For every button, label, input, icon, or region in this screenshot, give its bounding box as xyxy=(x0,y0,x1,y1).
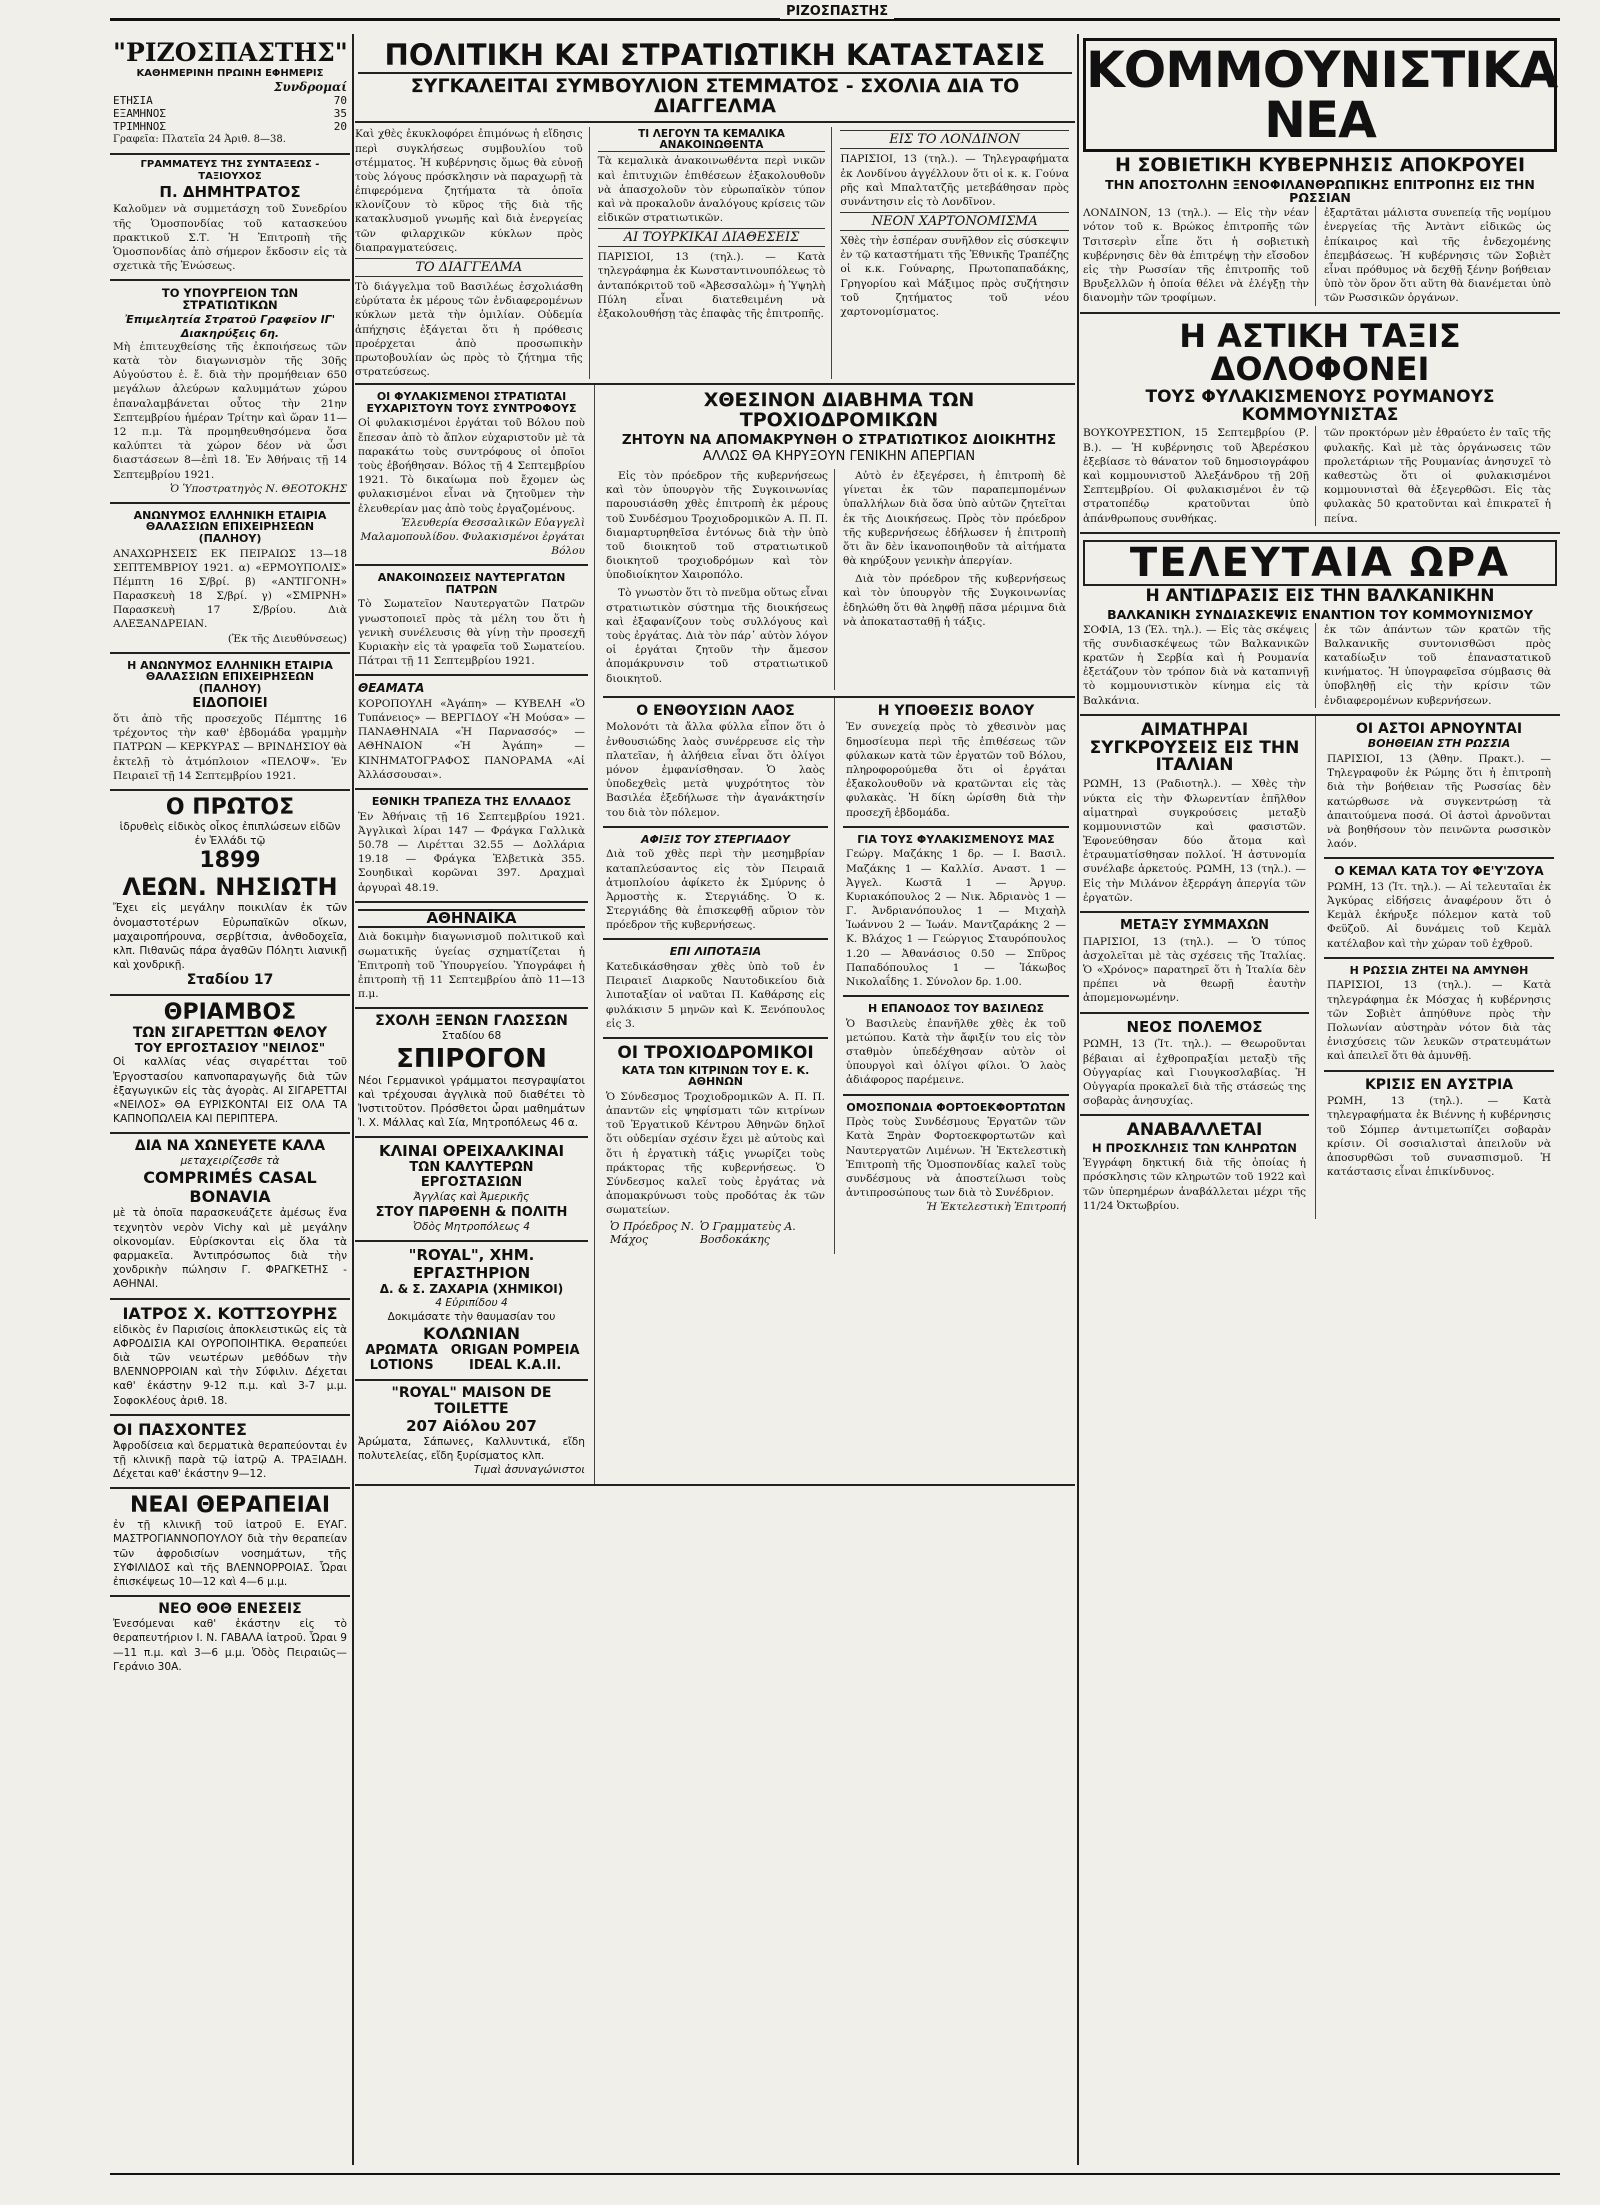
paper-title: "ΡΙΖΟΣΠΑΣΤΗΣ" xyxy=(113,38,348,67)
desertion-article: ΕΠΙ ΛΙΠΟΤΑΞΙΑ Κατεδικάσθησαν χθὲς ὑπὸ τοῦ ἐν Πειραιεῖ Διαρκοῦς Ναυτοδικείου διὰ λιποταξίαν οἱ ναῦται Π. Καθάρσης εἰς φυλάκισιν 5 μηνῶν καὶ Κ. Ξενόπουλος εἰς 3. xyxy=(603,940,828,1038)
citizens-article: ΟΙ ΑΣΤΟΙ ΑΡΝΟΥΝΤΑΙ ΒΟΗΘΕΙΑΝ ΣΤΗ ΡΩΣΣΙΑ ΠΑΡΙΣΙΟΙ, 13 (Ἀθην. Πρακτ.). — Τηλεγραφοῦν ἐκ Ρώμης ὅτι ἡ ἐπιτροπὴ διὰ τὴν βοήθειαν τῆς Ρωσσίας δὲν κατώρθωσε νὰ συγκεντρώσῃ τὰ ἀπαιτούμενα ποσά. Οἱ ἀστοὶ ἀρνοῦνται νὰ βοηθήσουν τὸν πεινῶντα ρωσσικὸν λαόν. xyxy=(1324,716,1554,860)
communist-news: ΚΟΜΜΟΥΝΙΣΤΙΚΑ ΝΕΑ Η ΣΟΒΙΕΤΙΚΗ ΚΥΒΕΡΝΗΣΙΣ ΑΠΟΚΡΟΥΕΙ ΤΗΝ ΑΠΟΣΤΟΛΗΝ ΞΕΝΟΦΙΛΑΝΘΡΩΠΙΚΗΣ ΕΠΙΤΡΟΠΗΣ ΕΙΣ ΤΗΝ ΡΩΣΣΙΑΝ ΛΟΝΔΙΝΟΝ, 13 (τηλ.). — Εἰς τὴν νέαν νότον τοῦ κ. Βρώκος ἐπιτροπῆς τῶν Τσιτσερὶν εἶπε ὅτι ἡ σοβιετικὴ κυβέρνησις δὲν θὰ ἐπιτρέψῃ τὴν εἴσοδον εἰς τὴν Ρωσσίαν τῆς ἐπιτροπῆς τοῦ Βρυξελλῶν ἡ ὁποία θέλει νὰ ἐλέγξῃ τὴν διανομὴν τῶν τροφίμων. ἐξαρτᾶται μάλιστα συνεπείᾳ τῆς νομίμου ἐνεργείας τῆς Ἀντὰντ εἰδικῶς ὠς ἐπίκαιρος καὶ τῆς ἐνδεχομένης ἐπεμβάσεως. Ἡ κυβέρνησις τῶν Σοβιὲτ εἶναι πρόθυμος νὰ δεχθῇ ξένην βοήθειαν ὑπὸ τὸν ὅρον ὅτι αὕτη θὰ διανέμεται ὑπὸ τῶν Ρωσσικῶν ὀργάνων. xyxy=(1080,34,1560,314)
masthead-tag: ΡΙΖΟΣΠΑΣΤΗΣ xyxy=(780,4,894,19)
ad-royal: "ROYAL", ΧΗΜ. ΕΡΓΑΣΤΗΡΙΟΝ Δ. & Σ. ΖΑΧΑΡΙΑ (ΧΗΜΙΚΟΙ) 4 Εὐριπίδου 4 Δοκιμάσατε τὴν θαυμασίαν του ΚΟΛΩΝΙΑΝ ΑΡΩΜΑΤΑ LOTIONS ORIGAN POMPEIA IDEAL K.A.II. xyxy=(355,1242,588,1381)
ad-injections: ΝΕΟ ΘΟΘ ΕΝΕΣΕΙΣ Ἐνεσόμεναι καθ' ἑκάστην εἰς τὸ θεραπευτήριον Ι. Ν. ΓΑΒΑΛΑ ἰατροῦ. Ὧραι 9—11 π.μ. καὶ 3—6 μ.μ. Ὁδὸς Πειραιῶς—Γεράνιο 30Α. xyxy=(113,1601,347,1673)
column-divider xyxy=(1077,34,1079,2165)
ad-nisioti: Ο ΠΡΩΤΟΣ ἱδρυθεὶς εἰδικὸς οἶκος ἐπιπλώσεων εἰδῶν ἐν Ἑλλάδι τῷ 1899 ΛΕΩΝ. ΝΗΣΙΩΤΗ Ἔχει εἰς μεγάλην ποικιλίαν ἐκ τῶν ὀνομαστοτέρων Εὐρωπαϊκῶν οἴκων, μαχαιροπήρουνα, σερβίτσια, ἀνθοδοχεῖα, κλπ. Πιθανῶς πάρα ἀγαθῶν Πόλητι λιανικῇ καὶ χονδρικῇ. Σταδίου 17 xyxy=(110,791,350,996)
communist-news-headline: ΚΟΜΜΟΥΝΙΣΤΙΚΑ ΝΕΑ xyxy=(1083,38,1557,152)
king-article: Η ΕΠΑΝΟΔΟΣ ΤΟΥ ΒΑΣΙΛΕΩΣ Ὁ Βασιλεὺς ἐπανῆλθε χθὲς ἐκ τοῦ μετώπου. Κατὰ τὴν ἄφιξίν του εἰς τὸν σταθμὸν ὑπεδέχθησαν αὐτὸν οἱ ὑπουργοὶ καὶ ὀλίγοι φίλοι. Ὁ λαὸς ἀδιάφορος παρέμεινε. xyxy=(843,997,1069,1095)
subs-row: ΤΡΙΜΗΝΟΣ 20 xyxy=(113,120,347,134)
postpone-article: ΑΝΑΒΑΛΛΕΤΑΙ Η ΠΡΟΣΚΛΗΣΙΣ ΤΩΝ ΚΛΗΡΩΤΩΝ Ἐγγράφη δηκτική διὰ τῆς ὁποίας ἡ πρόσκλησις τῶν κληρωτῶν τοῦ 1922 καὶ τῶν ὑπερημέρων ἀναβάλλεται μέχρι τῆς 11/24 Ὀκτωβρίου. xyxy=(1083,1120,1306,1212)
allies-article: ΜΕΤΑΞΥ ΣΥΜΜΑΧΩΝ ΠΑΡΙΣΙΟΙ, 13 (τηλ.). — Ὁ τύπος ἀσχολεῖται μὲ τὰς σχέσεις τῆς Ἰταλίας. Ὁ «Χρόνος» παρατηρεῖ ὅτι ἡ Ἰταλία δὲν πρέπει νὰ θεωρῇ ἑαυτὴν ἀπομεμονωμένην. xyxy=(1080,913,1309,1014)
austria-article: ΚΡΙΣΙΣ ΕΝ ΑΥΣΤΡΙΑ ΡΩΜΗ, 13 (τηλ.). — Κατὰ τηλεγραφήματα ἐκ Βιέννης ἡ κυβέρνησις τοῦ Σόμπερ ἀντιμετωπίζει σοβαρὰν κρίσιν. Οἱ σοσιαλισταὶ ἀπειλοῦν νὰ ἀποσυρθῶσι τοῦ συνασπισμοῦ. Ἡ κατάστασις εἶναι ἐπικίνδυνος. xyxy=(1327,1076,1551,1179)
ad-school: ΣΧΟΛΗ ΞΕΝΩΝ ΓΛΩΣΣΩΝ Σταδίου 68 ΣΠΙΡΟΓΟΝ Νέοι Γερμανικοὶ γράμματοι πεσγραψίατοι καὶ τρέχουσαι ἀγγλικὰ ποῦ διαθέτει τὸ Ἰνστιτοῦτον. Πρόσθετοι ὧραι μαθημάτων Ἰ. Χ. Μάλλας καὶ Σία, Μητροπόλεως 46 α. xyxy=(355,1009,588,1138)
crowd-article: Ο ΕΝΘΟΥΣΙΩΝ ΛΑΟΣ Μολονότι τὰ ἄλλα φύλλα εἶπον ὅτι ὁ ἐνθουσιώδης λαὸς συνέρρευσε εἰς τὴν πλατεῖαν, ἡ ἀλήθεια εἶναι ὅτι ὁλίγοι μόνον ἐμφανίσθησαν. Ὁ λαὸς ὑποδεχθεὶς μετὰ ψυχρότητος τὸν Βασιλέα ἐξεδήλωσε τὴν ἀγανάκτησίν του διὰ τὸν πόλεμον. xyxy=(603,698,828,828)
main-article-columns: Καὶ χθὲς ἐκυκλοφόρει ἐπιμόνως ἡ εἴδησις περὶ συγκλήσεως συμβουλίου τοῦ στέμματος. Ἡ κυβέρνησις ὅμως θὰ εὑνοῇ τοὺς λόγους πρόσκλησιν νὰ παραχωρῇ τὰ ἐπιφερόμενα ζητήματα τὰ ὁποῖα κλονίζουν τὸ κῦρος τῆς διὰ τῆς κατακλυσμοῦ γνωμῆς καὶ διὰ ἐνεργείας τῶν φιλαρχικῶν κύκλων πρὸς διαπραγματεύσεις. ΤΟ ΔΙΑΓΓΕΛΜΑ Τὸ διάγγελμα τοῦ Βασιλέως ἐσχολιάσθη εὐρύτατα ἐκ μέρους τῶν ἐνδιαφερομένων κύκλων μετὰ τὴν ὁμιλίαν. Οὐδεμία ἀπήχησις ἐξάγεται ὅτι ἡ πρόθεσις προέρχεται ἀπὸ προσωπικὴν πρωτοβουλίαν ὡς πρὸς τὸ ζήτημα τῆς στρατεύσεως. ΤΙ ΛΕΓΟΥΝ ΤΑ ΚΕΜΑΛΙΚΑ ΑΝΑΚΟΙΝΩΘΕΝΤΑ Τὰ κεμαλικὰ ἀνακοινωθέντα περὶ νικῶν καὶ ἐπιτυχιῶν ἐπιθέσεων ἐξακολουθοῦν νὰ ἀπασχολοῦν τὸν εὐρωπαϊκὸν τύπον καὶ νὰ προκαλοῦν ἀναλόγους κρίσεις τῶν εἰδικῶν στρατιωτικῶν. ΑΙ ΤΟΥΡΚΙΚΑΙ ΔΙΑΘΕΣΕΙΣ ΠΑΡΙΣΙΟΙ, 13 (τηλ.). — Κατὰ τηλεγράφημα ἐκ Κωνσταντινουπόλεως τὸ ἀνταπόκριτοῦ τοῦ «Ἀβεσσαλὼμ» ἡ Ὑψηλὴ Πύλη εἶναι διατεθειμένη νὰ ἐξακολουθήσῃ τὰς ἐπαφὰς τῆς ἐπιτροπῆς. ΕΙΣ ΤΟ ΛΟΝΔΙΝΟΝ ΠΑΡΙΣΙΟΙ, 13 (τηλ.). — Τηλεγραφήματα ἐκ Λονδίνου ἀγγέλλουν ὅτι οἱ κ. κ. Γούνα ρῆς καὶ Μπαλτατζῆς μετεβάθησαν πρὸς συνάντησιν εἰς τὸ Λονδῖνον. ΝΕΟΝ ΧΑΡΤΟΝΟΜΙΣΜΑ Χθὲς τὴν ἑσπέραν συνῆλθον εἰς σύσκεψιν ἐν τῷ καταστήματι τῆς Ἐθνικῆς Τραπέζης οἱ κ.κ. Γούναρης, Πρωτοπαπαδάκης, Γρηγορίου καὶ Μάξιμος πρὸς συζήτησιν τοῦ ζητήματος τοῦ νέου χαρτονομίσματος. xyxy=(355,123,1075,385)
sailors-notice: ΑΝΑΚΟΙΝΩΣΕΙΣ ΝΑΥΤΕΡΓΑΤΩΝ ΠΑΤΡΩΝ Τὸ Σωματεῖον Ναυτεργατῶν Πατρῶν γνωστοποιεῖ πρὸς τὰ μέλη του ὅτι ἡ γενικὴ συνέλευσις θὰ γίνῃ τὴν προσεχῆ Κυριακὴν εἰς τὰ γραφεῖα τοῦ Σωματείου. Πάτραι τῇ 11 Σεπτεμβρίου 1921. xyxy=(355,566,588,676)
ad-sufferers: ΟΙ ΠΑΣΧΟΝΤΕΣ Ἀφροδίσεια καὶ δερματικὰ θεραπεύονται ἐν τῇ κλινικῇ παρὰ τῷ ἰατρῷ Α. ΤΡΑΞΙΑΔΗ. Δέχεται καθ' ἑκάστην 9—12. xyxy=(110,1416,350,1490)
ad-doctor: ΙΑΤΡΟΣ Χ. ΚΟΤΤΣΟΥΡΗΣ εἰδικὸς ἐν Παρισίοις ἀποκλειστικῶς εἰς τὰ ΑΦΡΟΔΙΣΙΑ ΚΑΙ ΟΥΡΟΠΟΙΗΤΙΚΑ. Θεραπεύει διὰ τῶν νεωτέρων μεθόδων τὴν ΒΛΕΝΝΟΡΡΟΙΑΝ καὶ τὴν Σύφιλιν. Δέχεται καθ' ἑκάστην 9-12 π.μ. καὶ 3-7 μ.μ. Σοφοκλέους ἀριθ. 18. xyxy=(110,1300,350,1416)
main-headline: ΠΟΛΙΤΙΚΗ ΚΑΙ ΣΤΡΑΤΙΩΤΙΚΗ ΚΑΤΑΣΤΑΣΙΣ xyxy=(384,38,1046,72)
bank-rates: ΕΘΝΙΚΗ ΤΡΑΠΕΖΑ ΤΗΣ ΕΛΛΑΔΟΣ Ἐν Ἀθήναις τῇ 16 Σεπτεμβρίου 1921. Ἀγγλικαὶ λίραι 147 — Φράγκα Γαλλικὰ 50.78 — Λιρέτται 32.55 — Δολλάρια 19.18 — Φράγκα Ἑλβετικὰ 355. Σουηδικαὶ κορῶναι 397. Δραχμαὶ ἀργυραὶ 48.19. xyxy=(355,790,588,903)
kemal-article: Ο ΚΕΜΑΛ ΚΑΤΑ ΤΟΥ ΦΕ'Υ'ΖΟΥΑ ΡΩΜΗ, 13 (Ἰτ. τηλ.). — Αἱ τελευταῖαι ἐκ Ἀγκύρας εἰδήσεις ἀναφέρουν ὅτι ὁ Κεμὰλ ἐκήρυξε πόλεμον κατὰ τοῦ Φεϋζοῦ. Αἱ δυνάμεις τοῦ Κεμὰλ κατέλαβον καὶ τὴν χώραν τοῦ ἐχθροῦ. xyxy=(1324,859,1554,959)
column-left xyxy=(110,34,350,2165)
column-center xyxy=(355,34,1075,2165)
ad-comprimes: ΔΙΑ ΝΑ ΧΩΝΕΥΕΤΕ ΚΑΛΑ μεταχειρίζεσθε τὰ COMPRIMÉS CASAL BONAVIA μὲ τὰ ὁποῖα παρασκευάζετε ἀμέσως ἕνα τεχνητὸν νερὸν Vichy καὶ μὲ μεγάλην οἰκονομίαν. Εὑρίσκονται εἰς ὅλα τὰ φαρμακεῖα. Ἀντιπρόσωπος διὰ τὴν χονδρικὴν πώλησιν Γ. ΦΡΑΓΚΕΤΗΣ - ΑΘΗΝΑΙ. xyxy=(110,1134,350,1299)
paper-info xyxy=(110,34,350,155)
main-article xyxy=(355,34,1075,123)
ad-beds: ΚΛΙΝΑΙ ΟΡΕΙΧΑΛΚΙΝΑΙ ΤΩΝ ΚΑΛΥΤΕΡΩΝ ΕΡΓΟΣΤΑΣΙΩΝ Ἀγγλίας καὶ Ἀμερικῆς ΣΤΟΥ ΠΑΡΘΕΝΗ & ΠΟΛΙΤΗ Ὁδὸς Μητροπόλεως 4 xyxy=(355,1138,588,1241)
tram-workers-article: ΟΙ ΤΡΟΧΙΟΔΡΟΜΙΚΟΙ ΚΑΤΑ ΤΩΝ ΚΙΤΡΙΝΩΝ ΤΟΥ Ε. Κ. ΑΘΗΝΩΝ Ὁ Σύνδεσμος Τροχιοδρομικῶν Α. Π. Π. ἀπαντῶν εἰς ψηφίσματι τῶν κιτρίνων τοῦ Ἐργατικοῦ Κέντρου Ἀθηνῶν δηλοῖ ὅτι οὐδεμίαν σχέσιν ἔχει μὲ αὐτοὺς καὶ ὅτι ἡ ἐργατικὴ τάξις γνωρίζει τοὺς πράκτορας τῆς κυβερνήσεως. Ὁ Σύνδεσμος καλεῖ τοὺς ἐργάτας νὰ ἀπομακρύνωσι τοὺς προδότας ἐκ τῶν σωματείων. Ὁ Πρόεδρος Ν. Μάχος Ὁ Γραμματεὺς Α. Βοσδοκάκης xyxy=(606,1042,825,1246)
ad-royal-toilette: "ROYAL" MAISON DE TOILETTE 207 Αἰόλου 207 Ἀρώματα, Σάπωνες, Καλλυντικά, εἴδη πολυτελείας, εἴδη ξυρίσματος κλπ. Τιμαὶ ἀσυναγώνιστοι xyxy=(358,1385,585,1477)
romania-article: Η ΑΣΤΙΚΗ ΤΑΞΙΣ ΔΟΛΟΦΟΝΕΙ ΤΟΥΣ ΦΥΛΑΚΙΣΜΕΝΟΥΣ ΡΟΥΜΑΝΟΥΣ ΚΟΜΜΟΥΝΙΣΤΑΣ ΒΟΥΚΟΥΡΕΣΤΙΟΝ, 15 Σεπτεμβρίου (Ρ. Β.). — Ἡ κυβέρνησις τοῦ Ἀβερέσκου ἐξεβίασε τὸ θάνατον τοῦ δημοσιογράφου καὶ κομμουνιστοῦ Ἀλεξάνδρου τῇ 20ῇ Σεπτεμβρίου. Οἱ φυλακισμένοι ἐν τῷ στρατοπέδῳ κρατοῦνται ὑπὸ ἀπάνθρωπους συνθήκας. τῶν προκτόρων μὲν ἐθραύετο ἐν ταῖς τῆς φυλακῆς. Καὶ μὲ τὰς ὀργάνωσεις τῶν προλετάριων τῆς Ρουμανίας ἀνησυχεῖ τὸ καθεστὼς ὅτι οἱ φυλακισμένοι κομμουνισταὶ θὰ ἐξεγερθῶσι. Εἰς τὰς φυλακὰς 50 κρατοῦνται καὶ ἐπικρατεῖ ἡ πείνα. xyxy=(1080,314,1560,534)
italy-article: ΑΙΜΑΤΗΡΑΙ ΣΥΓΚΡΟΥΣΕΙΣ ΕΙΣ ΤΗΝ ΙΤΑΛΙΑΝ ΡΩΜΗ, 13 (Ραδιοτηλ.). — Χθὲς τὴν νύκτα εἰς τὴν Φλωρεντίαν ἐπῆλθον αἱματηραὶ συγκρούσεις μεταξὺ κομμουνιστῶν καὶ φασιστῶν. Ἐφονεύθησαν δύο ἄτομα καὶ ἐτραυματίσθησαν πολλοί. Ἡ ἀστυνομία συνέλαβε ἀρκετούς. ΡΩΜΗ, 13 (τηλ.). — Εἰς τὴν Μιλάνον ἐξερράγη ἀπεργία τῶν ἐργατῶν. xyxy=(1080,716,1309,913)
right-lower-columns xyxy=(1080,716,1560,1219)
column-divider xyxy=(352,34,354,2165)
shipping-notice-2: Η ΑΝΩΝΥΜΟΣ ΕΛΛΗΝΙΚΗ ΕΤΑΙΡΙΑ ΘΑΛΑΣΣΙΩΝ ΕΠΙΧΕΙΡΗΣΕΩΝ (ΠΑΛΗΟΥ) ΕΙΔΟΠΟΙΕΙ ὅτι ἀπὸ τῆς προσεχοῦς Πέμπτης 16 τρέχοντος τὴν καθ' ἑβδομάδα γραμμὴν ΠΑΤΡΩΝ — ΚΕΡΚΥΡΑΣ — ΒΡΙΝΔΗΣΙΟΥ θὰ ἐκτελῇ τὸ ἀτμόπλοιον «ΠΕΛΟΨ». Ἐν Πειραιεῖ τῇ 14 Σεπτεμβρίου 1921. xyxy=(110,654,350,791)
shipping-notice: ΑΝΩΝΥΜΟΣ ΕΛΛΗΝΙΚΗ ΕΤΑΙΡΙΑ ΘΑΛΑΣΣΙΩΝ ΕΠΙΧΕΙΡΗΣΕΩΝ (ΠΑΛΗΟΥ) ΑΝΑΧΩΡΗΣΕΙΣ ΕΚ ΠΕΙΡΑΙΩΣ 13—18 ΣΕΠΤΕΜΒΡΙΟΥ 1921. α) «ΕΡΜΟΥΠΟΛΙΣ» Πέμπτη 16 Σ/βρί. β) «ΑΝΤΙΓΟΝΗ» Παρασκευὴ 18 Σ/βρί. γ) «ΣΜΙΡΝΗ» Παρασκευὴ 17 Σ/βρίου. Διὰ ΑΛΕΞΑΝΔΡΕΙΑΝ. (Ἐκ τῆς Διευθύνσεως) xyxy=(110,504,350,654)
arrival-article: ΑΦΙΞΙΣ ΤΟΥ ΣΤΕΡΓΙΑΔΟΥ Διὰ τοῦ χθὲς περὶ τὴν μεσημβρίαν καταπλεύσαντος εἰς τὸν Πειραιᾶ ἀτμοπλοίου ἀφίκετο ἐκ Σμύρνης ὁ Ἀρμοστὴς κ. Στεργιάδης. Ὁ κ. Στεργιάδης θὰ ἐπισκεφθῇ αὔριον τὸν πρόεδρον τῆς κυβερνήσεως. xyxy=(603,828,828,941)
bottom-rule xyxy=(110,2173,1560,2175)
secretary-name: Π. ΔΗΜΗΤΡΑΤΟΣ xyxy=(159,182,301,201)
center-mid-section xyxy=(355,385,1075,1485)
athens-news: ΑΘΗΝΑΪΚΑ Διὰ δοκιμὴν διαγωνισμοῦ πολιτικοῦ καὶ σωματικῆς ὑγείας σχηματίζεται ἡ Ἐπιτροπὴ τοῦ Ὑπουργείου. Ὑπογράφει ἡ ἐπιτροπὴ τῇ 11 Σεπτεμβρίου ἀπὸ 11—13 π.μ. xyxy=(355,903,588,1010)
subs-label: Συνδρομαί xyxy=(274,80,347,95)
prisoner-fund: ΓΙΑ ΤΟΥΣ ΦΥΛΑΚΙΣΜΕΝΟΥΣ ΜΑΣ Γεώργ. Μαζάκης 1 δρ. — Ι. Βασιλ. Μαζάκης 1 — Καλλίσ. Αναστ. 1 — Ἀγγελ. Κωστᾶ 1 — Ἀργυρ. Κυριακόπουλος 2 — Νικ. Ἀδριανὸς 1 — Γ. Ἀνδριανόπουλος 1 — Μιχαὴλ Ἰωάννου 2 — Ἰωάν. Μαντζαράκης 2 — Κ. Βλάχος 1 — Γεώργιος Σταυρόπουλος 1.20 — Ἀθανάσιος 0.50 — Σπῦρος Παπαδόπουλος 1 — Ἰάκωβος Νικολαΐδης 1. Σύνολον δρ. 1.00. xyxy=(843,828,1069,997)
last-hour: ΤΕΛΕΥΤΑΙΑ ΩΡΑ Η ΑΝΤΙΔΡΑΣΙΣ ΕΙΣ ΤΗΝ ΒΑΛΚΑΝΙΚΗΝ ΒΑΛΚΑΝΙΚΗ ΣΥΝΔΙΑΣΚΕΨΙΣ ΕΝΑΝΤΙΟΝ ΤΟΥ ΚΟΜΜΟΥΝΙΣΜΟΥ ΣΟΦΙΑ, 13 (Ἑλ. τηλ.). — Εἰς τὰς σκέψεις τῆς συνδιασκέψεως τῶν Βαλκανικῶν κρατῶν ἡ Σερβία καὶ ἡ Ρουμανία ἐξετάζουν τὸν τρόπον διὰ νὰ καταπνιγῇ τὸ κομμουνιστικὸν κίνημα εἰς τὰ Βαλκάνια. ἐκ τῶν ἁπάντων τῶν κρατῶν τῆς Βαλκανικῆς συντονισθῶσι πρὸς καταδίωξιν τοῦ ἐπαναστατικοῦ κινήματος. Ἡ ὑπογραφεῖσα σύμβασις θὰ ὑποβληθῇ εἰς τὴν κρίσιν τῶν ἐνδιαφερομένων κυβερνήσεων. xyxy=(1080,534,1560,716)
ad-therapies: ΝΕΑΙ ΘΕΡΑΠΕΙΑΙ ἐν τῇ κλινικῇ τοῦ ἰατροῦ Ε. ΕΥΑΓ. ΜΑΣΤΡΟΓΙΑΝΝΟΠΟΥΛΟΥ διὰ τὴν θεραπείαν τῶν ἀφροδισίων νοσημάτων, τῆς ΣΥΦΙΛΙΔΟΣ καὶ τῆς ΒΛΕΝΝΟΡΡΟΙΑΣ. Ὧραι ἐπισκέψεως 10—12 καὶ 4—6 μ.μ. xyxy=(110,1489,350,1597)
secretary-block: ΓΡΑΜΜΑΤΕΥΣ ΤΗΣ ΣΥΝΤΑΞΕΩΣ - ΤΑΞΙΟΥΧΟΣ Π. ΔΗΜΗΤΡΑΤΟΣ Καλοῦμεν νὰ συμμετάσχη τοῦ Συνεδρίου τῆς Ὁμοσπονδίας τοῦ κατασκεύου πρακτικοῦ Σ.Τ. Ἡ Ἐπιτροπὴ τῆς Ὁμοσπονδίας ἀπὸ σήμερον ἔκδοσιν εἰς τὰ σχετικὰ τῆς Ἑνώσεως. xyxy=(110,155,350,282)
column-right xyxy=(1080,34,1560,2165)
war-article: ΝΕΟΣ ΠΟΛΕΜΟΣ ΡΩΜΗ, 13 (Ἰτ. τηλ.). — Θεωροῦνται βέβαιαι αἱ ἐχθροπραξίαι μεταξὺ τῆς Οὐγγαρίας καὶ Γιουγκοσλαβίας. Ἡ Οὐγγαρία προκαλεῖ διὰ τῆς στάσεώς της σοβαρὰς ἀνησυχίας. xyxy=(1080,1014,1309,1117)
dockers-article: ΟΜΟΣΠΟΝΔΙΑ ΦΟΡΤΟΕΚΦΟΡΤΩΤΩΝ Πρὸς τοὺς Συνδέσμους Ἐργατῶν τῶν Κατὰ Ξηρὰν Φορτοεκφορτωτῶν καὶ Ναυτεργατῶν Λιμένων. Ἡ Ἐκτελεστικὴ Ἐπιτροπὴ τῆς Ὁμοσπονδίας καλεῖ τοὺς συνδέσμους νὰ ἀποστείλωσι τοὺς ἀντιπροσώπους των διὰ τὸ Συνέδριον. Ἡ Ἐκτελεστικὴ Ἐπιτροπή xyxy=(846,1100,1066,1214)
subs-row: ΕΤΗΣΙΑ 70 xyxy=(113,94,347,108)
theatre-listing: ΘΕΑΜΑΤΑ ΚΟΡΟΠΟΥΛΗ «Ἀγάπη» — ΚΥΒΕΛΗ «Ὁ Τυπάνειος» — ΒΕΡΓΙΔΟΥ «Ἡ Μούσα» — ΠΑΝΑΘΗΝΑΙΑ «Ἡ Παρνασσός» — ΑΘΗΝΑΙΟΝ «Ἡ Ἀγάπη» — ΚΙΝΗΜΑΤΟΓΡΑΦΟΣ ΠΑΝΟΡΑΜΑ «Αἱ Ἀλλάσσουσαι». xyxy=(355,676,588,790)
address: Γραφεῖα: Πλατεῖα 24 Ἀριθ. 8—38. xyxy=(113,134,286,146)
strike-article: ΟΙ ΦΥΛΑΚΙΣΜΕΝΟΙ ΣΤΡΑΤΙΩΤΑΙ ΕΥΧΑΡΙΣΤΟΥΝ ΤΟΥΣ ΣΥΝΤΡΟΦΟΥΣ Οἱ φυλακισμένοι ἐργάται τοῦ Βόλου ποὺ ἔπεσαν ἀπὸ τὸ ἄπλον εὐχαριστοῦν μὲ τὰ παρακάτω τοὺς συντρόφους οἱ ὁποῖοι τοὺς ἐβοήθησαν. Βόλος τῇ 4 Σεπτεμβρίου 1921. Τὸ δικαίωμα ποὺ ἔχομεν ὡς φυλακισμένοι εἶναι νὰ ζητοῦμεν τὴν ἐλευθερίαν μας ἀπὸ τοὺς ἐργαζομένους. Ἐλευθερία Θεσσαλικῶν Εὐαγγελὶ Μαλαμοπουλίδου. Φυλακισμένοι ἐργάται Βόλου xyxy=(355,385,588,566)
main-subheadline: ΣΥΓΚΑΛΕΙΤΑΙ ΣΥΜΒΟΥΛΙΟΝ ΣΤΕΜΜΑΤΟΣ - ΣΧΟΛΙΑ ΔΙΑ ΤΟ ΔΙΑΓΓΕΛΜΑ xyxy=(358,72,1072,117)
tram-article: ΧΘΕΣΙΝΟΝ ΔΙΑΒΗΜΑ ΤΩΝ ΤΡΟΧΙΟΔΡΟΜΙΚΩΝ ΖΗΤΟΥΝ ΝΑ ΑΠΟΜΑΚΡΥΝΘΗ Ο ΣΤΡΑΤΙΩΤΙΚΟΣ ΔΙΟΙΚΗΤΗΣ ΑΛΛΩΣ ΘΑ ΚΗΡΥΞΟΥΝ ΓΕΝΙΚΗΝ ΑΠΕΡΓΙΑΝ Εἰς τὸν πρόεδρον τῆς κυβερνήσεως καὶ τὸν ὑπουργὸν τῆς Συγκοινωνίας παρουσιάσθη χθὲς ἐπιτροπὴ ἐκ μέρους τοῦ Συνδέσμου Τροχιοδρομικῶν Α. Π. Π. διαμαρτυρηθεῖσα ἐντόνως διὰ τὴν ὑπὸ τοῦ διοικητοῦ τοῦ στρατιωτικοῦ διοικητοῦ τροχιοδρόμων καὶ τὸν ὑποδιοίκητον Χαιροπόλο. Τὸ γνωστὸν ὅτι τὸ πνεῦμα οὕτως εἶναι στρατιωτικὸν σύστημα τῆς διοικήσεως καὶ ἐξαφανίζουν τοὺς συλλόγους καὶ τοὺς ἐργάτας. Διὰ τὸν πάρ᾽ αὐτὸν λόγον οἱ ἐργάται ζητοῦν τὴν ἄμεσον ἀπομάκρυνσιν τοῦ στρατιωτικοῦ διοικητοῦ. Αὐτὸ ἐν ἐξεγέρσει, ἡ ἐπιτροπὴ δὲ γίνεται ἐκ τῶν παραπεμπομένων ὑπαλλήλων διὰ ὅσα ὑπὸ αὐτῶν ζητεῖται ἐκ τῆς Διοικήσεως. Πρὸς τὸν πρόεδρον τῆς κυβερνήσεως ἐδήλωσεν ἡ ἐπιτροπὴ ὅτι ἂν δὲν ἱκανοποιηθοῦν τὰ αἰτήματα θὰ κηρύξουν γενικὴν ἀπεργίαν. Διὰ τὸν πρόεδρον τῆς κυβερνήσεως καὶ τὸν ὑπουργὸν τῆς Συγκοινωνίας ἐδηλώθη ὅτι θὰ ληφθῇ πᾶσα μέριμνα διὰ νὰ ἀποκατασταθῇ ἡ τάξις. xyxy=(603,385,1075,697)
russia-article: Η ΡΩΣΣΙΑ ΖΗΤΕΙ ΝΑ ΑΜΥΝΘΗ ΠΑΡΙΣΙΟΙ, 13 (τηλ.). — Κατὰ τηλεγράφημα ἐκ Μόσχας ἡ κυβέρνησις τῶν Σοβιὲτ ἀπηύθυνε πρὸς τὴν Πολωνίαν αὐστηρὰν νότον διὰ τὰς ἐνισχύσεις τῶν λευκῶν στρατευμάτων καὶ ἀπειλεῖ ὅτι θὰ ἀμυνθῇ. xyxy=(1324,959,1554,1072)
ad-cigarettes: ΘΡΙΑΜΒΟΣ ΤΩΝ ΣΙΓΑΡΕΤΤΩΝ ΦΕΛΟΥ ΤΟΥ ΕΡΓΟΣΤΑΣΙΟΥ "ΝΕΙΛΟΣ" Οἱ καλλίας νέας σιγαρέτται τοῦ Ἐργοστασίου καπνοπαραγωγῆς διὰ τῶν ἐξαγωγικῶν εἰς τὰς ἀγορὰς. ΑΙ ΣΙΓΑΡΕΤΤΑΙ «ΝΕΙΛΟΣ» ΘΑ ΕΥΡΙΣΚΟΝΤΑΙ ΕΙΣ ΟΛΑ ΤΑ ΚΑΠΝΟΠΩΛΕΙΑ ΚΑΙ ΠΕΡΙΠΤΕΡΑ. xyxy=(110,996,350,1134)
subs-row: ΕΞΑΜΗΝΟΣ 35 xyxy=(113,107,347,121)
paper-subtitle: ΚΑΘΗΜΕΡΙΝΗ ΠΡΩΙΝΗ ΕΦΗΜΕΡΙΣ xyxy=(136,68,324,80)
ministry-notice: ΤΟ ΥΠΟΥΡΓΕΙΟΝ ΤΩΝ ΣΤΡΑΤΙΩΤΙΚΩΝ Ἐπιμελητεία Στρατοῦ Γραφεῖον ΙΓ' Διακηρύξεις 6η. Μὴ ἐπιτευχθείσης τῆς ἐκποιήσεως τῶν κατὰ τὸν διαγωνισμὸν τῆς 30ῆς Αὐγούστου ἐ. ἔ. διὰ τὴν προμήθειαν 650 μεγάλων ἀλεύρων καλυμμάτων χώρου ἐπαναλαμβάνεται οὗτος τὴν 21ην Σεπτεμβρίου ἡμέραν Τρίτην καὶ ὥραν 11—12 π.μ. Τὰ προμηθευθησόμενα ὅσα καλύπτει τὰ χώρον δέον νὰ ὦσι διαστάσεων 8—ἐπὶ 18. Ἐν Ἀθήναις τῇ 14 Σεπτεμβρίου 1921. Ὁ Ὑποστρατηγὸς Ν. ΘΕΟΤΟΚΗΣ xyxy=(110,281,350,504)
volos-article: Η ΥΠΟΘΕΣΙΣ ΒΟΛΟΥ Ἐν συνεχείᾳ πρὸς τὸ χθεσινὸν μας δημοσίευμα περὶ τῆς ἐπιθέσεως τῶν φύλακων κατὰ τῶν ἐργατῶν τοῦ Βόλου, πληροφορούμεθα ὅτι οἱ ἐργάται ἐξακολουθοῦν νὰ κρατῶνται εἰς τὰς φυλακὰς. Ἡ δίκη ὡρίσθη διὰ τὴν προσεχῆ ἑβδομάδα. xyxy=(843,698,1069,828)
